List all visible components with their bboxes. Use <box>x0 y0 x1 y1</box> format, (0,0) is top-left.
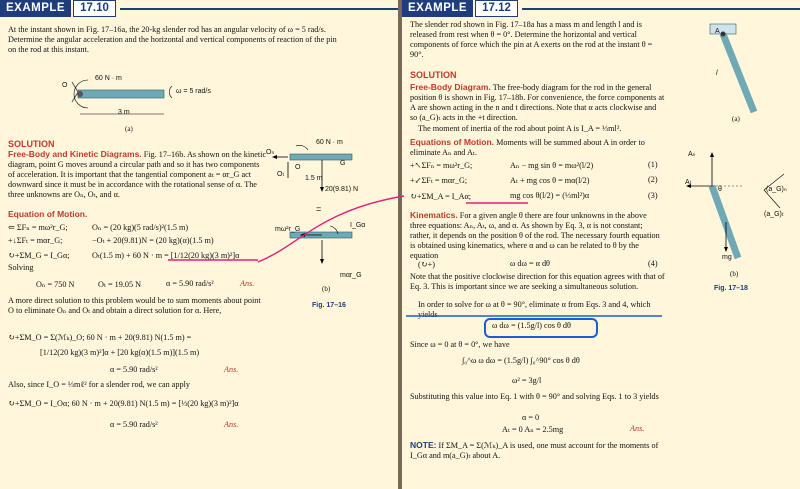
solution-heading: SOLUTION <box>8 139 55 149</box>
fig-b-caption-right: (b) <box>730 270 739 278</box>
result-ans: Ans. <box>240 279 255 288</box>
fig-b-mat-label: mαr_G <box>340 272 362 279</box>
fig-a-A-label-right: A <box>715 28 720 35</box>
fig-b-At-label: Aₜ <box>685 179 692 186</box>
result-alpha: α = 5.90 rad/s² <box>166 279 214 288</box>
kinematics-heading: Kinematics. <box>410 210 458 220</box>
also-eq: ↻+ΣM_O = I_Oα; 60 N · m + 20(9.81) N(1.5 m) = [⅓(20 kg)(3 m)²]α <box>8 399 239 408</box>
eq1-lhs: +↖ΣFₙ = mω²r_G; <box>410 161 473 170</box>
since-text: Since ω = 0 at θ = 0°, we have <box>410 340 510 349</box>
fig-a-length-label: 3 m <box>118 109 130 116</box>
eom-text-right: Moments will be summed about A in order to eliminate Aₙ and Aₜ. <box>410 138 645 157</box>
eq2-num: (2) <box>648 175 658 184</box>
fig-b-moment-label: 60 N · m <box>316 139 343 146</box>
example-number-right: 17.12 <box>475 0 518 17</box>
fbd-heading-right: Free-Body Diagram. <box>410 82 491 92</box>
example-label-right: EXAMPLE <box>402 0 473 17</box>
fig-b-G-label: G <box>340 160 346 167</box>
fbd-text: Fig. 17–16b. As shown on the kinetic diagram, point G moves around a circular path and so it has two components of acceleration. It is important that the tangential component aₜ = αr_G act downward since it must be in accordance with the rotational sense of α. The three unknowns are Oₙ, Oₜ, and α. <box>8 150 267 199</box>
fig-a-caption: (a) <box>125 125 133 133</box>
final-alpha: α = 0 <box>522 413 540 422</box>
inertia-text: The moment of inertia of the rod about point A is I_A = ⅓ml². <box>418 124 622 133</box>
fig-b-Ot-label: Oₜ <box>277 171 285 178</box>
direct-solution-text: A more direct solution to this problem would be to sum moments about point O to eliminate Oₙ and Oₜ and obtain a direct solution for α. Here, <box>8 296 261 315</box>
eq4-num: (4) <box>648 259 658 268</box>
result-Ot: Oₜ = 19.05 N <box>98 280 142 289</box>
eq1-rhs: Aₙ − mg sin θ = mω²(l/2) <box>510 161 594 170</box>
substitute-text: Substituting this value into Eq. 1 with θ = 90° and solving Eqs. 1 to 3 yields <box>410 392 659 401</box>
eom-heading-right: Equations of Motion. <box>410 137 495 147</box>
fig-b-O-label: O <box>295 164 301 171</box>
also-text: Also, since I_O = ⅓mℓ² for a slender rod, we can apply <box>8 380 190 389</box>
fig-a-moment-label: 60 N · m <box>95 75 122 82</box>
note-clockwise-text: Note that the positive clockwise direction for this equation agrees with that of Eq. 3. This is important since we are seeking a simultaneous solution. <box>410 272 665 291</box>
fig-a-caption-right: (a) <box>732 115 740 123</box>
fbd-heading: Free-Body and Kinetic Diagrams. <box>8 149 142 159</box>
final-ans: Ans. <box>630 424 645 433</box>
eq3-num: (3) <box>648 191 658 200</box>
fbd-text-right: The free-body diagram for the rod in the general position θ is shown in Fig. 17–18b. For convenience, the force components at A are shown acting in the n and t directions. Note that α acts clockwise and so (a_G)ₜ acts in the +t direction. <box>410 83 665 122</box>
eq4-lhs: (↻+) <box>418 260 435 269</box>
problem-statement: At the instant shown in Fig. 17–16a, the 20-kg slender rod has an angular velocity of ω = 5 rad/s. Determine the angular acceleration and the horizontal and vertical components of reaction of the pin on the rod at this instant. <box>8 25 337 54</box>
solve-text: In order to solve for ω at θ = 90°, eliminate α from Eqs. 3 and 4, which yields <box>418 300 651 319</box>
eom-lhs-2: +↓ΣFₜ = mαr_G; <box>8 236 63 245</box>
fig-b-theta-label: θ <box>718 186 722 193</box>
solution-heading-right: SOLUTION <box>410 70 457 80</box>
direct-eq-line2: [1/12(20 kg)(3 m)²]α + [20 kg(α)(1.5 m)](1.5 m) <box>40 348 200 357</box>
fig-b-caption: (b) <box>322 285 331 293</box>
boxed-equation: ω dω = (1.5g/l) cos θ dθ <box>492 321 571 330</box>
fig-b-On-label: Oₙ <box>266 149 275 156</box>
eq2-rhs: Aₜ + mg cos θ = mα(l/2) <box>510 176 590 185</box>
eq2-lhs: +↙ΣFₜ = mαr_G; <box>410 176 468 185</box>
eom-rhs-2: −Oₜ + 20(9.81)N = (20 kg)(α)(1.5 m) <box>92 236 214 245</box>
direct-ans: Ans. <box>224 365 239 374</box>
fig-b-aGn-label: (a_G)ₙ <box>766 186 787 193</box>
direct-result: α = 5.90 rad/s² <box>110 365 158 374</box>
problem-statement-right: The slender rod shown in Fig. 17–18a has a mass m and length l and is released from rest when θ = 0°. Determine the horizontal and vertical components of force which the pin at A exerts on the rod at the instant θ = 90°. <box>410 20 653 59</box>
direct-eq-line1: ↻+ΣM_O = Σ(ℳₖ)_O; 60 N · m + 20(9.81) N(1.5 m) = <box>8 333 192 342</box>
eq3-lhs: ↻+ΣM_A = I_Aα; <box>410 192 472 201</box>
fig-b-weight-label: 20(9.81) N <box>325 186 359 193</box>
fig-a-l-label-right: l <box>716 70 718 77</box>
eom-heading: Equation of Motion. <box>8 209 88 219</box>
eq4-rhs: ω dω = α dθ <box>510 259 550 268</box>
fig-a-pin-label: O <box>62 82 68 89</box>
eom-lhs-3: ↻+ΣM_G = I_Gα; <box>8 251 70 260</box>
figure-17-18-caption: Fig. 17–18 <box>714 285 748 292</box>
fig-b-aGt-label: (a_G)ₜ <box>764 211 784 218</box>
eq1-num: (1) <box>648 160 658 169</box>
fig-a-omega-label: ω = 5 rad/s <box>176 88 211 95</box>
final-note-text: If ΣM_A = Σ(ℳₖ)_A is used, one must account for the moments of I_Gα and m(a_G)ₜ about A. <box>410 441 659 460</box>
fig-b-man-label: mω²r_G <box>275 226 301 233</box>
fig-b-dist-label: 1.5 m <box>305 175 323 182</box>
solving-label: Solving <box>8 263 34 272</box>
figure-17-16-caption: Fig. 17–16 <box>312 302 346 309</box>
final-note-label: NOTE: <box>410 440 437 450</box>
also-ans: Ans. <box>224 420 239 429</box>
kinematics-text: For a given angle θ there are four unknowns in the above three equations: Aₙ, Aₜ, ω, and α. As shown by Eq. 3, α is not constant; rather, it depends on the position θ of the rod. The necessary fourth equation is obtained using kinematics, where α and ω can be related to θ by the equation <box>410 211 660 260</box>
eq3-rhs: mg cos θ(l/2) = (⅓ml²)α <box>510 191 590 200</box>
integral-equation: ∫₀^ω ω dω = (1.5g/l) ∫₀^90° cos θ dθ <box>462 356 580 365</box>
also-result: α = 5.90 rad/s² <box>110 420 158 429</box>
fig-b-An-label: Aₙ <box>688 151 696 158</box>
result-On: Oₙ = 750 N <box>36 280 75 289</box>
example-number: 17.10 <box>73 0 116 17</box>
eom-rhs-3: Oₜ(1.5 m) + 60 N · m = [1/12(20 kg)(3 m)²]α <box>92 251 240 260</box>
final-A: Aₜ = 0 Aₙ = 2.5mg <box>502 425 564 434</box>
omega-squared: ω² = 3g/l <box>512 376 542 385</box>
example-label: EXAMPLE <box>0 0 71 17</box>
fig-b-mg-label: mg <box>722 254 732 261</box>
fig-b-equals: = <box>316 204 322 214</box>
eom-lhs-1: ⇐ ΣFₙ = mω²r_G; <box>8 223 68 232</box>
fig-b-Ialpha-label: I_Gα <box>350 222 366 229</box>
eom-rhs-1: Oₙ = (20 kg)(5 rad/s)²(1.5 m) <box>92 223 189 232</box>
